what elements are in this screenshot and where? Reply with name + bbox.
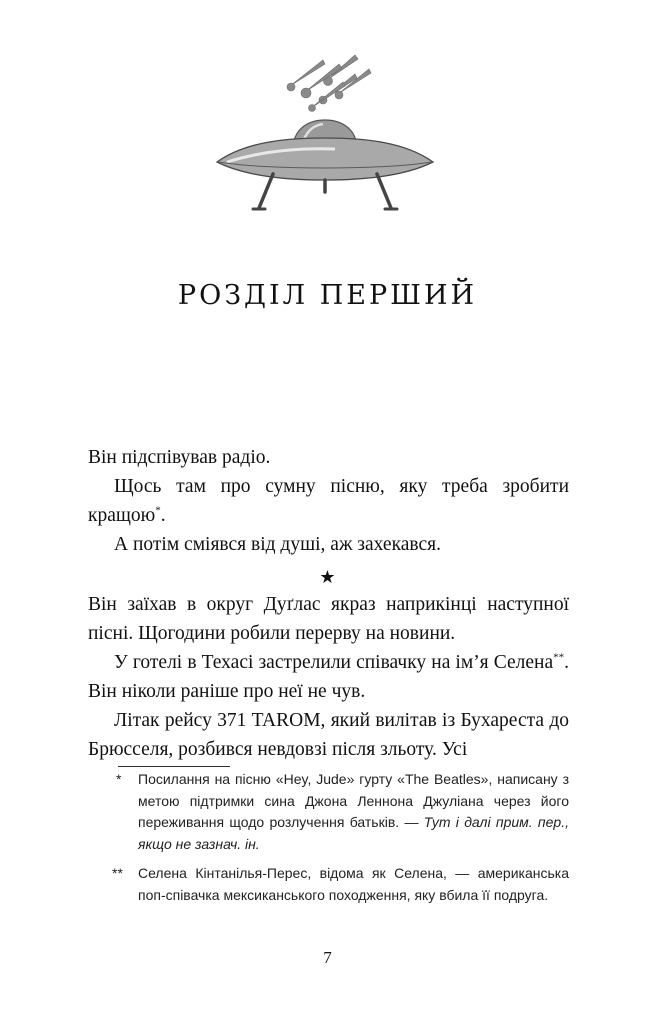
footnote-divider: [118, 766, 230, 767]
chapter-title: РОЗДІЛ ПЕРШИЙ: [177, 280, 478, 311]
ufo-with-meteors-icon: [205, 38, 445, 218]
footnotes: [112, 769, 569, 914]
paragraph: Літак рейсу 371 TAROM, який вилітав із Бухареста до Брюсселя, розбився невдовзі після зльоту. Усі: [88, 710, 569, 760]
footnote: [112, 863, 569, 906]
footnote-text: Селена Кінтанілья-Перес, відома як Селена, — американська поп-співачка мексиканського походження, яку вбила її подруга.: [138, 865, 569, 903]
footnote-marker[interactable]: *: [155, 504, 161, 517]
paragraph: Він підспівував радіо.: [88, 447, 271, 468]
text-block-2: [88, 590, 569, 764]
paragraph: [88, 472, 569, 530]
paragraph: А потім сміявся від душі, аж захекався.: [114, 534, 441, 555]
paragraph-text: .: [160, 505, 166, 526]
paragraph-text: . Він ніколи раніше про неї не чув.: [88, 652, 569, 702]
footnote-mark: *: [116, 771, 122, 787]
footnote: [112, 769, 569, 855]
section-separator-star-icon: ★: [319, 567, 336, 588]
footnote-mark: **: [112, 865, 123, 881]
footnote-text: Посилання на пісню «Hey, Jude» гурту «The Beatles», написану з метою підтримки сина Джона Леннона Джуліана через його переживання щодо розлучення батьків. —: [138, 771, 569, 830]
paragraph: Він заїхав в округ Дуґлас якраз наприкінці наступної пісні. Щогодини робили перерву на новини.: [88, 594, 569, 644]
paragraph-text: Щось там про сумну пісню, яку треба зробити кращою: [88, 476, 569, 526]
footnote-marker[interactable]: **: [553, 651, 565, 664]
paragraph: [88, 648, 569, 706]
footnote-note: Тут і далі прим. пер., якщо не зазнач. ін.: [138, 814, 569, 852]
page-number: 7: [323, 948, 332, 967]
paragraph-text: У готелі в Техасі застрелили співачку на ім’я Селена: [114, 652, 554, 673]
text-block-1: [88, 443, 569, 559]
